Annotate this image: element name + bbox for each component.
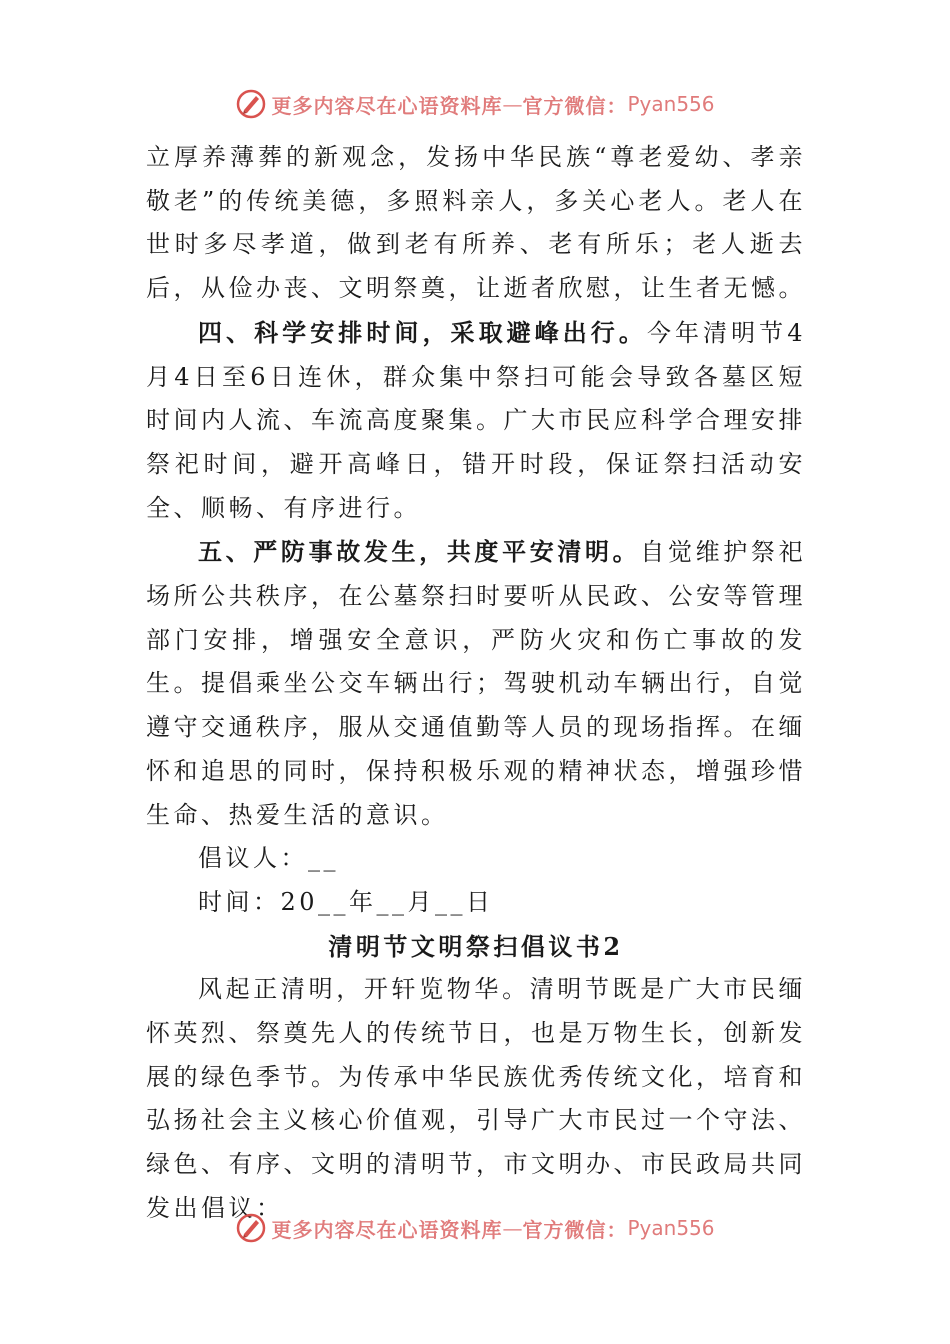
watermark-text: 更多内容尽在心语资料库 [271,93,503,118]
footer-watermark [0,1208,950,1248]
document-title-2: 清明节文明祭扫倡议书2 [328,931,624,961]
header-watermark [0,84,950,124]
intro-paragraph-2: 风起正清明，开轩览物华。清明节既是广大市民缅怀英烈、祭奠先人的传统节日，也是万物生长，创新发展的绿色季节。为传承中华民族优秀传统文化，培育和弘扬社会主义核心价值观，引导广大市民过一个守法、绿色、有序、文明的清明节，市文明办、市民政局共同发出倡议： [146,975,806,1222]
document-body [146,136,806,1231]
watermark-id: Pyan556 [627,92,715,116]
watermark-text: 更多内容尽在心语资料库 [271,1217,503,1242]
watermark-label: 官方微信： [522,93,628,118]
paragraph-5 [146,530,806,837]
paragraph-5-body: 自觉维护祭祀场所公共秩序，在公墓祭扫时要听从民政、公安等管理部门安排，增强安全意识，严防火灾和伤亡事故的发生。提倡乘坐公交车辆出行；驾驶机动车辆出行，自觉遵守交通秩序，服从交通值勤等人员的现场指挥。在缅怀和追思的同时，保持积极乐观的精神状态，增强珍惜生命、热爱生活的意识。 [146,538,807,829]
paragraph-4-body: 今年清明节4月4日至6日连休，群众集中祭扫可能会导致各墓区短时间内人流、车流高度聚集。广大市民应科学合理安排祭祀时间，避开高峰日，错开时段，保证祭扫活动安全、顺畅、有序进行。 [146,318,806,522]
watermark-separator: — [502,1216,523,1240]
proposer-line: 倡议人：__ [198,844,339,873]
logo-icon [235,88,267,120]
paragraph-5-heading: 五、严防事故发生，共度平安清明。 [198,537,641,567]
date-line: 时间：20__年__月__日 [198,887,494,916]
watermark-label: 官方微信： [522,1217,628,1242]
paragraph-4 [146,311,806,531]
watermark-separator: — [502,92,523,116]
logo-icon [235,1212,267,1244]
paragraph-1: 立厚养薄葬的新观念，发扬中华民族“尊老爱幼、孝亲敬老”的传统美德，多照料亲人，多关心老人。老人在世时多尽孝道，做到老有所养、老有所乐；老人逝去后，从俭办丧、文明祭奠，让逝者欣慰，让生者无憾。 [146,143,806,303]
paragraph-4-heading: 四、科学安排时间，采取避峰出行。 [198,317,647,347]
watermark-id: Pyan556 [627,1216,715,1240]
